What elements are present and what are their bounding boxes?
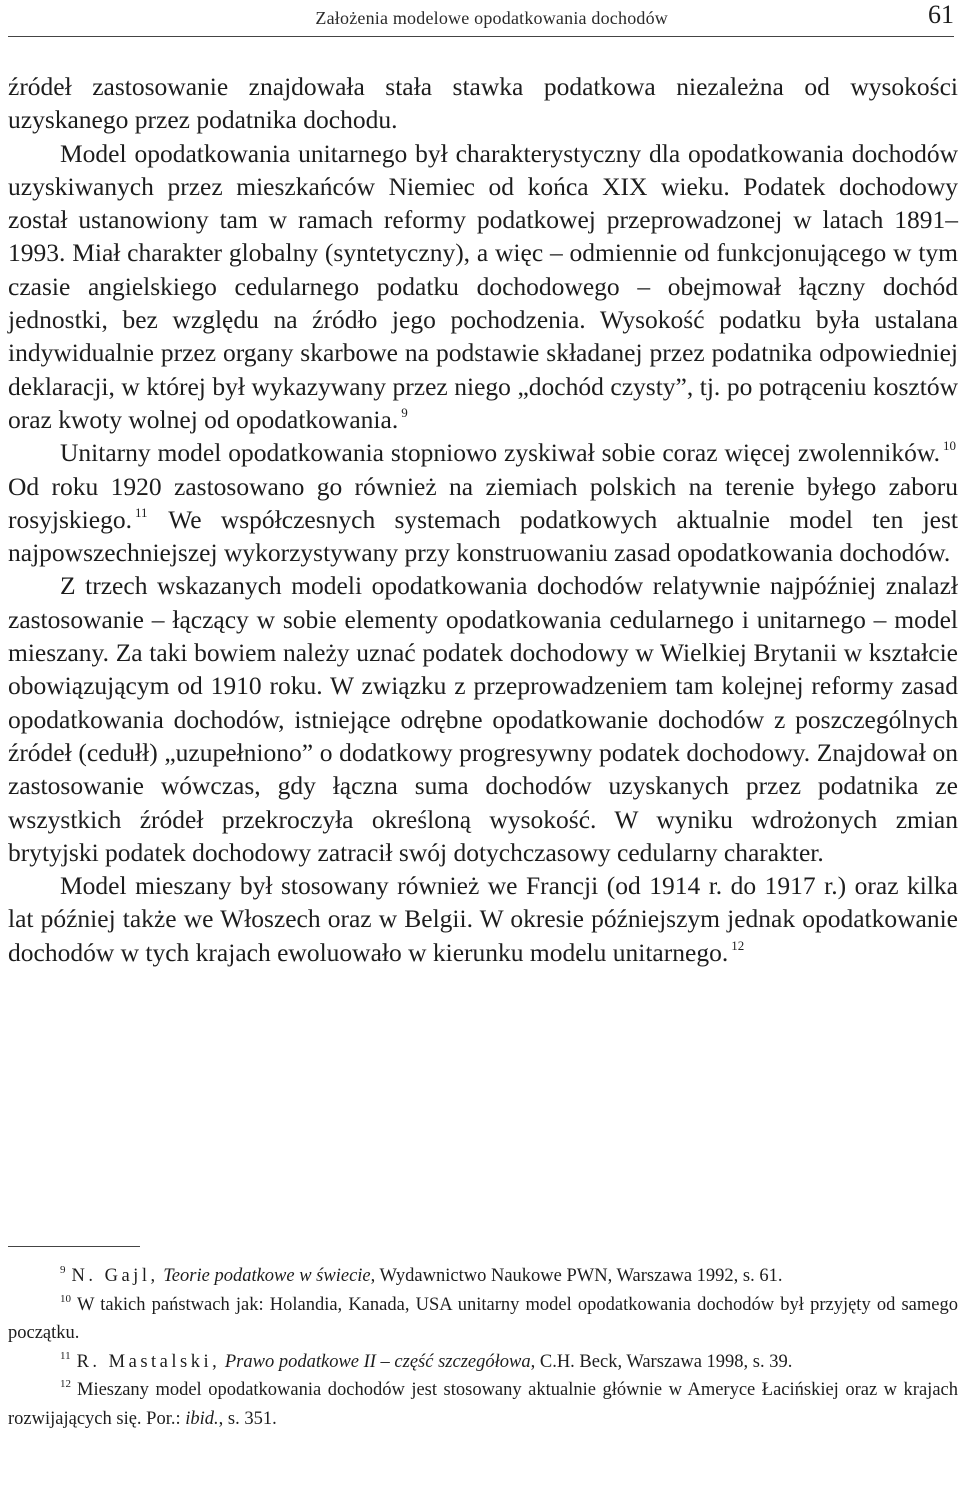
- paragraph-5: [8, 869, 958, 969]
- paragraph-3: [8, 436, 958, 569]
- footnote-text: , C.H. Beck, Warszawa 1998, s. 39.: [530, 1351, 793, 1372]
- footnote-number: 9: [60, 1264, 66, 1276]
- paragraph-3-text-b: Od roku 1920 zastosowano go również na ziemiach polskich na terenie byłego zaboru rosyjskiego.: [8, 471, 958, 534]
- footnote-number: 12: [60, 1378, 71, 1390]
- footnote-11: [8, 1348, 958, 1377]
- footnote-author: R. Mastalski,: [76, 1351, 221, 1372]
- footnote-ref-11[interactable]: 11: [134, 504, 148, 520]
- footnotes: [8, 1262, 958, 1433]
- footnote-text: , Wydawnictwo Naukowe PWN, Warszawa 1992, s. 61.: [370, 1266, 783, 1286]
- paragraph-1-text: źródeł zastosowanie znajdowała stała stawka podatkowa niezależna od wysokości uzyskanego przez podatnika dochodu.: [8, 72, 958, 135]
- footnote-10: [8, 1291, 958, 1348]
- paragraph-3-text-c: We współczesnych systemach podatkowych aktualnie model ten jest najpowszechniejszej wykorzystywany przy konstruowaniu zasad opodatkowania dochodów.: [8, 504, 958, 568]
- paragraph-5-text: Model mieszany był stosowany również we Francji (od 1914 r. do 1917 r.) oraz kilka lat później także we Włoszech oraz w Belgii. W okresie późniejszym jednak opodatkowanie dochodów w tych krajach ewoluowało w kierunku modelu unitarnego.: [8, 871, 958, 967]
- footnote-number: 11: [60, 1349, 71, 1362]
- footnote-ref-10[interactable]: 10: [943, 438, 956, 454]
- footnote-author: N. Gajl,: [71, 1266, 159, 1286]
- footnote-9: [8, 1262, 958, 1291]
- footnote-text: W takich państwach jak: Holandia, Kanada, USA unitarny model opodatkowania dochodów był przyjęty od samego początku.: [8, 1294, 958, 1343]
- footnote-number: 10: [60, 1292, 71, 1305]
- footnote-title: Prawo podatkowe II – część szczegółowa: [224, 1351, 531, 1372]
- header-rule: [8, 36, 954, 37]
- footnote-ibid: ibid.: [185, 1408, 219, 1429]
- footnote-ref-12[interactable]: 12: [731, 937, 745, 953]
- paragraph-1: [8, 70, 958, 137]
- footnote-separator: [8, 1246, 140, 1247]
- running-title: Założenia modelowe opodatkowania dochodów: [315, 8, 668, 28]
- paragraph-2-text: Model opodatkowania unitarnego był charakterystyczny dla opodatkowania dochodów uzyskiwanych przez mieszkańców Niemiec od końca XIX wieku. Podatek dochodowy został ustanowiony tam w ramach reformy podatkowej przeprowadzonej w latach 1891–1993. Miał charakter globalny (syntetyczny), a więc – odmiennie od funkcjonującego w tym czasie angielskiego cedularnego podatku dochodowego – obejmował łączny dochód jednostki, bez względu na źródło jego pochodzenia. Wysokość podatku była ustalana indywidualnie przez organy skarbowe na podstawie składanej przez podatnika odpowiedniej deklaracji, w której był wykazywany przez niego „dochód czysty”, tj. po potrąceniu kosztów oraz kwoty wolnej od opodatkowania.: [8, 138, 958, 434]
- footnote-ref-9[interactable]: 9: [401, 404, 408, 420]
- page-number: 61: [928, 0, 954, 29]
- footnote-text: Mieszany model opodatkowania dochodów jest stosowany aktualnie głównie w Ameryce Łacińskiej oraz w krajach rozwijających się. Por.:: [8, 1380, 958, 1429]
- footnote-12: [8, 1376, 958, 1433]
- footnote-title: Teorie podatkowe w świecie: [163, 1266, 371, 1286]
- footnote-text: , s. 351.: [218, 1408, 277, 1429]
- paragraph-2: [8, 137, 958, 437]
- paragraph-4-text: Z trzech wskazanych modeli opodatkowania dochodów relatywnie najpóźniej znalazł zastosowanie – łączący w sobie elementy opodatkowania cedularnego i unitarnego – model mieszany. Za taki bowiem należy uznać podatek dochodowy w Wielkiej Brytanii w kształcie obowiązującym od 1910 roku. W związku z przeprowadzeniem tam kolejnej reformy zasad opodatkowania dochodów, istniejące odrębne opodatkowanie dochodów z poszczególnych źródeł (cedułł) „uzupełniono” o dodatkowy progresywny podatek dochodowy. Znajdował on zastosowanie wówczas, gdy łączna suma dochodów uzyskanych przez podatnika ze wszystkich źródeł przekroczyła określoną wysokość. W wyniku wdrożonych zmian brytyjski podatek dochodowy zatracił swój dotychczasowy cedularny charakter.: [8, 571, 958, 867]
- paragraph-4: [8, 569, 958, 869]
- paragraph-3-text-a: Unitarny model opodatkowania stopniowo zyskiwał sobie coraz więcej zwolenników.: [60, 438, 940, 468]
- running-header: [0, 0, 960, 36]
- main-text: [8, 70, 958, 969]
